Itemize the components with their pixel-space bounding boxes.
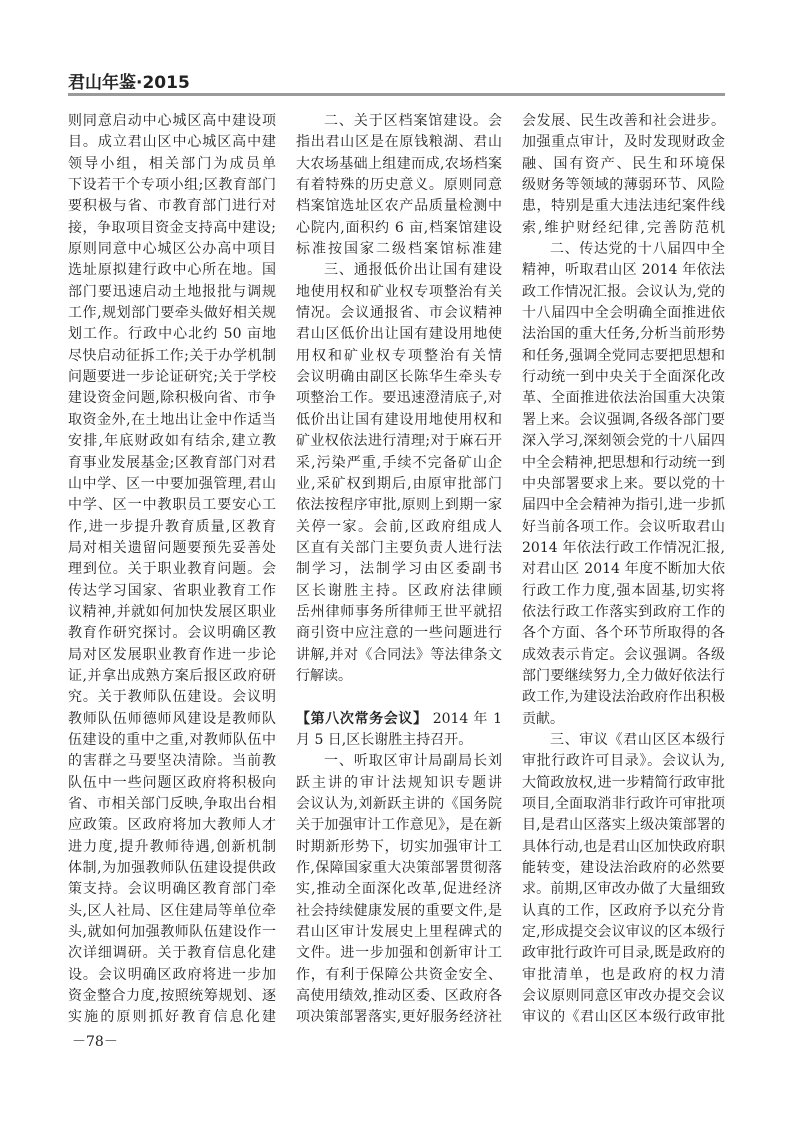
text-line: 三、通报低价出让国有建设 <box>324 262 502 279</box>
text-line: 定,形成提交会议审议的区本级行 <box>522 924 725 941</box>
text-line: 头,区人社局、区住建局等单位牵 <box>68 902 276 919</box>
running-header: 君山年鉴·2015 <box>68 73 190 93</box>
meeting-heading-paragraph <box>296 709 502 752</box>
text-line: 会议明确由副区长陈华生牵头专 <box>296 369 502 386</box>
text-line: 作,进一步提升教育质量,区教育 <box>68 518 276 535</box>
text-line: 教师队伍师德师风建设是教师队 <box>68 710 276 727</box>
text-line: 高使用绩效,推动区委、区政府各 <box>296 988 502 1005</box>
text-line: 部门要继续努力,全力做好依法行 <box>522 667 725 684</box>
text-line: 审议的《君山区区本级行政审批 <box>522 1009 725 1026</box>
text-line: 岳州律师事务所律师王世平就招 <box>296 603 502 620</box>
text-line: 加强重点审计，及时发现财政金 <box>522 134 725 151</box>
text-line: 审批清单，也是政府的权力清 <box>522 966 725 983</box>
text-line: 中学、区一中教职员工要安心工 <box>68 497 276 514</box>
text-line: 政工作,为建设法治政府作出积极 <box>522 689 725 706</box>
text-line: 法治国的重大任务,分析当前形势 <box>522 326 725 343</box>
text-line: 项决策部署落实,更好服务经济社 <box>296 1009 502 1026</box>
text-line: 审批行政许可目录》。会议认为, <box>522 753 725 770</box>
text-line: 领导小组，相关部门为成员单 <box>68 155 276 172</box>
heading-line <box>296 709 502 730</box>
text-line: 则同意启动中心城区高中建设项 <box>68 113 276 129</box>
text-line: 育事业发展基金;区教育部门对君 <box>68 454 276 471</box>
text-line: 策支持。会议明确区教育部门牵 <box>68 881 276 898</box>
text-line: 伍建设的重中之重,对教师队伍中 <box>68 731 276 748</box>
text-line: 目,是君山区落实上级决策部署的 <box>522 817 725 834</box>
text-line: 精神，听取君山区 2014 年依法 <box>522 262 725 279</box>
text-line: 接，争取项目资金支持高中建设; <box>68 219 276 236</box>
text-line: 关停一家。会前,区政府组成人 <box>296 518 502 535</box>
text-line: 作,保障国家重大决策部署贯彻落 <box>296 860 502 877</box>
text-line: 具体行动,也是君山区加快政府职 <box>522 838 725 855</box>
text-line: 选址原拟建行政中心所在地。国 <box>68 262 276 279</box>
page-number: －78－ <box>72 1034 118 1050</box>
text-line: 采,污染严重,手续不完备矿山企 <box>296 454 502 471</box>
text-line: 会发展、民生改善和社会进步。 <box>522 113 725 129</box>
text-line: 各个方面、各个环节所取得的各 <box>522 625 725 642</box>
text-line: 政工作情况汇报。会议认为,党的 <box>522 283 725 300</box>
text-line: 工作,规划部门要牵头做好相关规 <box>68 305 276 322</box>
text-line: 指出君山区是在原钱粮湖、君山 <box>296 134 502 151</box>
text-line: 进力度,提升教师待遇,创新机制 <box>68 838 276 855</box>
text-line: 文件。进一步加强和创新审计工 <box>296 945 502 962</box>
text-line: 成效表示肯定。会议强调。各级 <box>522 646 725 663</box>
text-line: 区长谢胜主持。区政府法律顾 <box>296 582 502 599</box>
text-column-2 <box>296 111 502 1029</box>
text-line: 问题要进一步论证研究;关于学校 <box>68 369 276 386</box>
text-line: 项整治工作。要迅速澄清底子,对 <box>296 390 502 407</box>
text-line: 部门要迅速启动土地报批与调规 <box>68 283 276 300</box>
paragraph <box>296 260 502 687</box>
text-line: 和任务,强调全党同志要把思想和 <box>522 347 725 364</box>
text-line: 级财务等领域的薄弱环节、风险 <box>522 177 725 194</box>
text-line: 求。前期,区审改办做了大量细致 <box>522 881 725 898</box>
text-line: 跃主讲的审计法规知识专题讲 <box>296 774 502 791</box>
text-line: 君山区低价出让国有建设用地使 <box>296 326 502 343</box>
text-line: 二、传达党的十八届四中全 <box>550 241 725 258</box>
text-line: 商引资中应注意的一些问题进行 <box>296 625 502 642</box>
text-line: 大简政放权,进一步精简行政审批 <box>522 774 725 791</box>
text-line: 应政策。区政府将加大教师人才 <box>68 817 276 834</box>
text-line: 能转变，建设法治政府的必然要 <box>522 860 725 877</box>
text-line: 好当前各项工作。会议听取君山 <box>522 518 725 535</box>
text-line: 月 5 日,区长谢胜主持召开。 <box>296 731 473 748</box>
paragraph <box>522 111 725 239</box>
text-line: 资金整合力度,按照统筹规划、逐 <box>68 988 276 1005</box>
paragraph <box>296 751 502 1028</box>
text-line: 对君山区 2014 年度不断加大依 <box>522 561 725 578</box>
paragraph-gap <box>296 687 502 708</box>
text-line: 尽快启动征拆工作;关于办学机制 <box>68 347 276 364</box>
text-line: 用权和矿业权专项整治有关情 <box>296 347 502 364</box>
text-line: 政审批行政许可目录,既是政府的 <box>522 945 725 962</box>
text-line: 队伍中一些问题区政府将积极向 <box>68 774 276 791</box>
text-line: 深入学习,深刻领会党的十八届四 <box>522 433 725 450</box>
text-line: 融、国有资产、民生和环境保 <box>522 155 725 172</box>
text-line: 行政工作力度,强本固基,切实将 <box>522 582 725 599</box>
text-line: 取资金外,在土地出让金中作适当 <box>68 411 276 428</box>
text-line: 心院内,面积约 6 亩,档案馆建设 <box>296 219 502 236</box>
text-line: 局对相关遗留问题要预先妥善处 <box>68 539 276 556</box>
text-line: 会议原则同意区审改办提交会议 <box>522 988 725 1005</box>
text-line: 证,并拿出成熟方案后报区政府研 <box>68 667 276 684</box>
paragraph <box>296 111 502 260</box>
header-rule <box>68 93 725 96</box>
text-line: 有着特殊的历史意义。原则同意 <box>296 177 502 194</box>
text-line: 2014 年依法行政工作情况汇报, <box>522 539 725 556</box>
meeting-title: 【第八次常务会议】 <box>296 710 428 727</box>
text-column-1 <box>68 111 276 1029</box>
text-line: 体制,为加强教师队伍建设提供政 <box>68 860 276 877</box>
text-line: 省、市相关部门反映,争取出台相 <box>68 796 276 812</box>
text-line: 届四中全会精神为指引,进一步抓 <box>522 497 725 514</box>
text-line: 的害群之马要坚决清除。当前教 <box>68 753 276 770</box>
text-line: 贡献。 <box>522 710 564 727</box>
text-line: 会议认为,刘新跃主讲的《国务院 <box>296 796 502 812</box>
text-line: 时期新形势下，切实加强审计工 <box>296 838 502 855</box>
text-line: 矿业权依法进行清理;对于麻石开 <box>296 433 502 450</box>
text-line: 设。会议明确区政府将进一步加 <box>68 966 276 983</box>
text-line: 地使用权和矿业权专项整治有关 <box>296 283 502 300</box>
text-line: 究。关于教师队伍建设。会议明 <box>68 689 276 706</box>
text-line: 局对区发展职业教育作进一步论 <box>68 646 276 663</box>
text-line: 理到位。关于职业教育问题。会 <box>68 561 276 578</box>
text-line: 情况。会议通报省、市会议精神 <box>296 305 502 322</box>
text-line: 原则同意中心城区公办高中项目 <box>68 241 276 258</box>
text-line: 下设若干个专项小组;区教育部门 <box>68 177 276 194</box>
text-line: 君山区审计发展史上里程碑式的 <box>296 924 502 941</box>
paragraph <box>522 239 725 730</box>
text-line: 社会持续健康发展的重要文件,是 <box>296 902 502 919</box>
text-line: 认真的工作，区政府予以充分肯 <box>522 902 725 919</box>
text-line: 山中学、区一中要加强管理,君山 <box>68 475 276 492</box>
text-line: 议精神,并就如何加快发展区职业 <box>68 603 276 620</box>
text-line: 大农场基础上组建而成,农场档案 <box>296 155 502 172</box>
text-line: 行动统一到中央关于全面深化改 <box>522 369 725 386</box>
text-line: 革、全面推进依法治国重大决策 <box>522 390 725 407</box>
text-line: 安排,年底财政如有结余,建立教 <box>68 433 276 450</box>
text-line: 头,就如何加强教师队伍建设作一 <box>68 924 276 941</box>
paragraph <box>522 730 725 1029</box>
text-line: 署上来。会议强调,各级各部门要 <box>522 411 725 428</box>
text-line: 依法行政工作落实到政府工作的 <box>522 603 725 620</box>
text-line: 低价出让国有建设用地使用权和 <box>296 411 502 428</box>
text-line: 次详细调研。关于教育信息化建 <box>68 945 276 962</box>
text-line: 中全会精神,把思想和行动统一到 <box>522 454 725 471</box>
text-line: 传达学习国家、省职业教育工作 <box>68 582 276 599</box>
text-line: 十八届四中全会明确全面推进依 <box>522 305 725 322</box>
text-line: 划工作。行政中心北约 50 亩地 <box>68 326 276 343</box>
text-line: 要积极与省、市教育部门进行对 <box>68 198 276 215</box>
text-line: 标准按国家二级档案馆标准建 <box>296 241 502 258</box>
text-line: 目。成立君山区中心城区高中建 <box>68 134 276 151</box>
text-line: 实,推动全面深化改革,促进经济 <box>296 881 502 898</box>
text-line: 中央部署要求上来。要以党的十 <box>522 475 725 492</box>
text-line: 讲解,并对《合同法》等法律条文 <box>296 646 502 663</box>
text-line: 制学习，法制学习由区委副书 <box>296 561 502 578</box>
text-line: 行解读。 <box>296 667 352 684</box>
text-line: 三、审议《君山区区本级行 <box>550 731 725 748</box>
text-line: 患，特别是重大违法违纪案件线 <box>522 198 725 215</box>
text-line: 实施的原则抓好教育信息化建 <box>68 1009 276 1026</box>
text-line: 教育作研究探讨。会议明确区教 <box>68 625 276 642</box>
text-line: 一、听取区审计局副局长刘 <box>324 753 502 770</box>
text-line: 二、关于区档案馆建设。会 <box>324 113 502 129</box>
text-line: 作，有利于保障公共资金安全、 <box>296 966 502 983</box>
text-line: 档案馆选址区农产品质量检测中 <box>296 198 502 215</box>
text-line: 业,采矿权到期后,由原审批部门 <box>296 475 502 492</box>
text-line: 区直有关部门主要负责人进行法 <box>296 539 502 556</box>
text-line: 建设资金问题,除积极向省、市争 <box>68 390 276 407</box>
text-line: 索,维护财经纪律,完善防范机 <box>522 219 725 236</box>
text-line: 关于加强审计工作意见》，是在新 <box>296 817 502 834</box>
text-column-3 <box>522 111 725 1029</box>
meeting-date: 2014 年 1 <box>432 710 502 727</box>
text-line: 项目,全面取消非行政许可审批项 <box>522 796 725 812</box>
paragraph <box>68 111 276 1029</box>
text-line: 依法按程序审批,原则上到期一家 <box>296 497 502 514</box>
